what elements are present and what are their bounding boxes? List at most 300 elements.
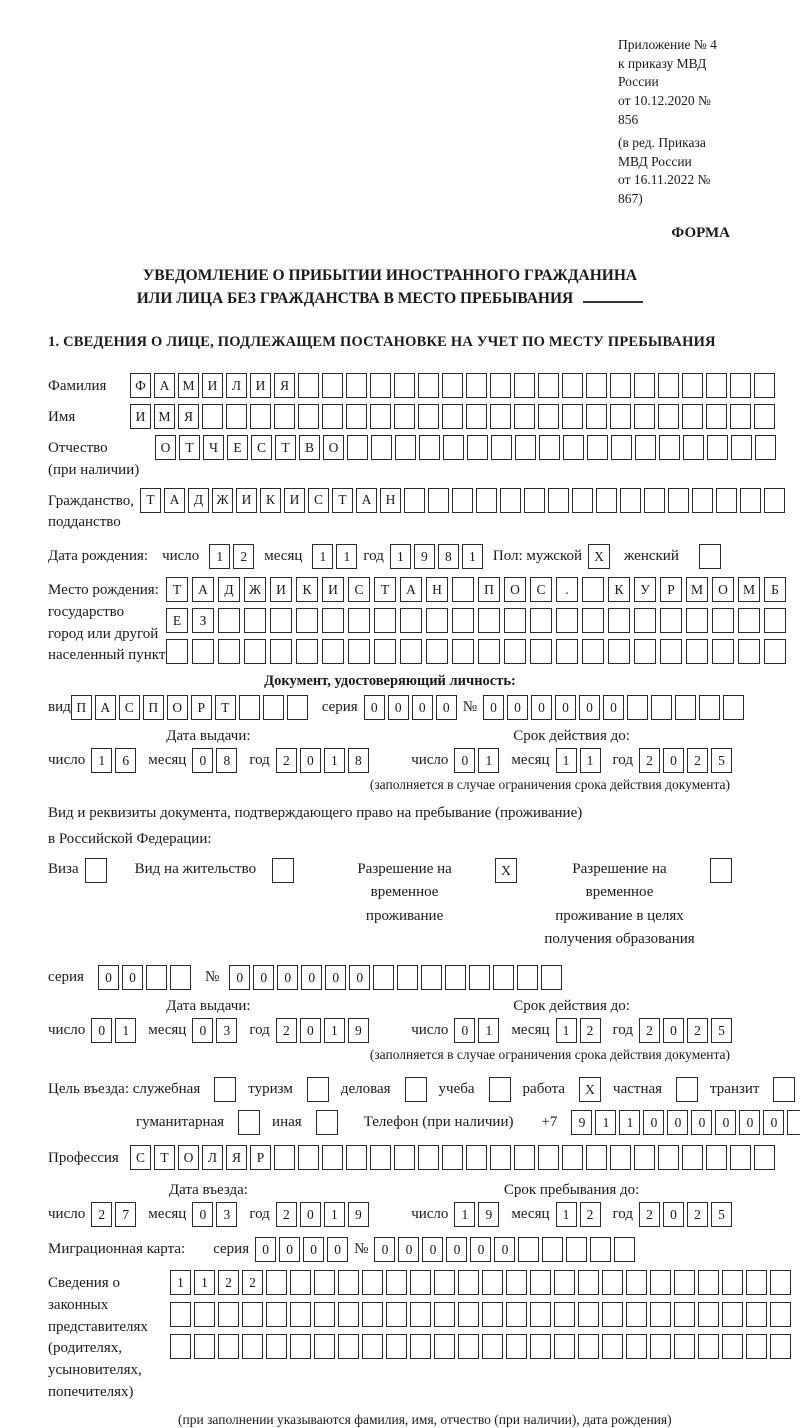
residence-expiry-month: [556, 1018, 601, 1043]
citizenship-label: Гражданство, подданство: [48, 492, 135, 531]
entry-stay-dates: [48, 1182, 732, 1227]
char-box: 9: [414, 544, 435, 569]
char-box: [482, 1302, 503, 1327]
char-box: 0: [253, 965, 274, 990]
char-box: [506, 1334, 527, 1359]
char-box: [370, 404, 391, 429]
identity-doc-row: [48, 695, 732, 720]
char-box: 1: [556, 748, 577, 773]
char-box: [686, 608, 708, 633]
appendix-line: Приложение № 4: [618, 37, 717, 52]
char-box: Н: [426, 577, 448, 602]
char-box: С: [308, 488, 329, 513]
char-box: Ж: [212, 488, 233, 513]
char-box: [716, 488, 737, 513]
char-box: [674, 1270, 695, 1295]
order-line-1: к приказу МВД России: [618, 55, 707, 90]
char-box: Ж: [244, 577, 266, 602]
char-box: [610, 1145, 631, 1170]
char-box: К: [260, 488, 281, 513]
char-box: З: [192, 608, 214, 633]
char-box: [787, 1110, 800, 1135]
char-box: [250, 404, 271, 429]
char-box: С: [119, 695, 140, 720]
char-box: [602, 1302, 623, 1327]
char-box: [418, 404, 439, 429]
char-box: 0: [279, 1237, 300, 1262]
visit-purpose-row: Цель въезда: служебная туризм деловая учеба работа X частная транзит: [48, 1077, 732, 1102]
char-box: [538, 1145, 559, 1170]
char-box: [692, 488, 713, 513]
profession-row: [48, 1145, 732, 1170]
char-box: [442, 1145, 463, 1170]
char-box: [194, 1334, 215, 1359]
char-box: [490, 1145, 511, 1170]
char-box: 0: [192, 1018, 213, 1043]
char-box: [314, 1270, 335, 1295]
char-box: А: [164, 488, 185, 513]
char-box: [614, 1237, 635, 1262]
surname-row: [48, 373, 732, 398]
char-box: [322, 373, 343, 398]
title-blank-underline: [583, 289, 643, 303]
char-box: [419, 435, 440, 460]
char-box: [314, 1302, 335, 1327]
char-box: [202, 404, 223, 429]
char-box: [754, 404, 775, 429]
char-box: [610, 404, 631, 429]
char-box: [490, 404, 511, 429]
char-box: 2: [639, 1202, 660, 1227]
char-box: [374, 608, 396, 633]
visa-checkbox: [85, 858, 107, 883]
representatives-label: Сведения о законных представителях (родителях, усыновителях, попечителях): [48, 1275, 148, 1400]
char-box: [386, 1270, 407, 1295]
char-box: [754, 373, 775, 398]
char-box: 0: [603, 695, 624, 720]
char-box: [566, 1237, 587, 1262]
char-box: [658, 1145, 679, 1170]
char-box: 1: [324, 1202, 345, 1227]
char-box: [746, 1270, 767, 1295]
char-box: С: [251, 435, 272, 460]
char-box: [298, 373, 319, 398]
char-box: [410, 1270, 431, 1295]
char-box: [338, 1334, 359, 1359]
law-reference: [618, 36, 732, 209]
char-box: 9: [348, 1018, 369, 1043]
char-box: [755, 435, 776, 460]
migration-number-boxes: [374, 1237, 635, 1262]
char-box: Л: [202, 1145, 223, 1170]
char-box: 0: [494, 1237, 515, 1262]
char-box: [244, 608, 266, 633]
residence-issue-group: Дата выдачи: число 0 1 месяц 0 3 год 2 0 1 9: [48, 998, 369, 1043]
entry-date-group: Дата въезда: число 2 7 месяц 0 3 год 2 0 1 9: [48, 1182, 369, 1227]
char-box: Т: [275, 435, 296, 460]
char-box: [347, 435, 368, 460]
char-box: [517, 965, 538, 990]
char-box: [242, 1302, 263, 1327]
char-box: О: [712, 577, 734, 602]
char-box: [582, 577, 604, 602]
char-box: [504, 639, 526, 664]
char-box: 1: [170, 1270, 191, 1295]
char-box: О: [504, 577, 526, 602]
char-box: [395, 435, 416, 460]
char-box: [322, 639, 344, 664]
char-box: 1: [556, 1202, 577, 1227]
profession-label: Профессия: [48, 1150, 119, 1167]
entry-month: [192, 1202, 237, 1227]
char-box: [731, 435, 752, 460]
birth-month-boxes: [312, 544, 357, 569]
char-box: [322, 1145, 343, 1170]
char-box: Л: [226, 373, 247, 398]
char-box: [370, 1145, 391, 1170]
char-box: [582, 639, 604, 664]
option-residence-permit: Вид на жительство: [135, 858, 294, 883]
doc-number-label: №: [462, 699, 477, 716]
char-box: 9: [571, 1110, 592, 1135]
char-box: [346, 404, 367, 429]
char-box: [706, 373, 727, 398]
char-box: 0: [663, 1202, 684, 1227]
char-box: [699, 695, 720, 720]
char-box: [418, 1145, 439, 1170]
stay-until-group: Срок пребывания до: число 1 9 месяц 1 2 год 2 0 2 5: [411, 1182, 732, 1227]
char-box: А: [356, 488, 377, 513]
purpose-other-checkbox: [316, 1110, 338, 1135]
char-box: [634, 639, 656, 664]
char-box: [658, 404, 679, 429]
char-box: [346, 373, 367, 398]
char-box: [548, 488, 569, 513]
char-box: [514, 373, 535, 398]
char-box: [274, 404, 295, 429]
char-box: [394, 1145, 415, 1170]
char-box: 9: [348, 1202, 369, 1227]
char-box: [682, 404, 703, 429]
char-box: Е: [166, 608, 188, 633]
char-box: [322, 608, 344, 633]
birthdate-sex-row: [48, 544, 732, 569]
option-visa: Виза: [48, 858, 107, 883]
char-box: [650, 1302, 671, 1327]
option-edu-permit: [537, 858, 732, 951]
char-box: [490, 373, 511, 398]
birthplace-line1: [166, 577, 786, 602]
char-box: [723, 695, 744, 720]
char-box: [518, 1237, 539, 1262]
char-box: [338, 1270, 359, 1295]
char-box: 1: [454, 1202, 475, 1227]
char-box: [651, 695, 672, 720]
residence-series-boxes: [98, 965, 191, 990]
form-caption: ФОРМА: [671, 224, 730, 241]
char-box: [426, 639, 448, 664]
char-box: 0: [388, 695, 409, 720]
identity-issue-day: [91, 748, 136, 773]
edition-line-1: (в ред. Приказа МВД России: [618, 135, 706, 169]
char-box: [712, 608, 734, 633]
char-box: 0: [483, 695, 504, 720]
purpose-business-checkbox: [405, 1077, 427, 1102]
purpose-private-checkbox: [676, 1077, 698, 1102]
char-box: [194, 1302, 215, 1327]
patronymic-boxes: [155, 435, 776, 460]
entry-date-heading: Дата въезда:: [168, 1182, 248, 1199]
residence-issue-heading: Дата выдачи:: [166, 998, 251, 1015]
migration-card-row: Миграционная карта: серия 0 0 0 0 № 0 0 0 0 0 0: [48, 1237, 732, 1262]
char-box: И: [322, 577, 344, 602]
entry-day: [91, 1202, 136, 1227]
char-box: [506, 1270, 527, 1295]
birth-year-boxes: [390, 544, 483, 569]
char-box: 2: [580, 1202, 601, 1227]
sex-female-label: женский: [624, 548, 679, 565]
char-box: 8: [348, 748, 369, 773]
identity-expiry-note: (заполняется в случае ограничения срока действия документа): [369, 777, 730, 793]
char-box: [541, 965, 562, 990]
char-box: [698, 1302, 719, 1327]
char-box: 8: [216, 748, 237, 773]
char-box: 0: [763, 1110, 784, 1135]
char-box: [170, 1302, 191, 1327]
char-box: А: [400, 577, 422, 602]
char-box: [650, 1334, 671, 1359]
char-box: [266, 1302, 287, 1327]
identity-doc-heading: Документ, удостоверяющий личность:: [264, 673, 516, 690]
residence-issue-month: [192, 1018, 237, 1043]
firstname-row: [48, 404, 732, 429]
char-box: [418, 373, 439, 398]
char-box: .: [556, 577, 578, 602]
char-box: [434, 1270, 455, 1295]
char-box: 0: [412, 695, 433, 720]
char-box: [242, 1334, 263, 1359]
doc-kind-label: вид: [48, 699, 71, 716]
char-box: [458, 1302, 479, 1327]
char-box: 0: [301, 965, 322, 990]
char-box: [348, 639, 370, 664]
sex-female-checkbox: [699, 544, 721, 569]
char-box: Р: [191, 695, 212, 720]
char-box: Я: [226, 1145, 247, 1170]
sex-male-label: Пол: мужской: [492, 548, 583, 565]
char-box: [514, 1145, 535, 1170]
char-box: [170, 1334, 191, 1359]
doc-kind-boxes: [71, 695, 308, 720]
char-box: [244, 639, 266, 664]
char-box: 0: [327, 1237, 348, 1262]
char-box: [346, 1145, 367, 1170]
char-box: [504, 608, 526, 633]
char-box: [698, 1270, 719, 1295]
form-title-line1: УВЕДОМЛЕНИЕ О ПРИБЫТИИ ИНОСТРАННОГО ГРАЖДАНИНА: [142, 266, 638, 284]
char-box: [644, 488, 665, 513]
char-box: 2: [242, 1270, 263, 1295]
char-box: 2: [276, 1018, 297, 1043]
birthplace-row: [48, 577, 779, 667]
char-box: [634, 1145, 655, 1170]
char-box: 0: [192, 1202, 213, 1227]
char-box: [608, 608, 630, 633]
residence-expiry-year: [639, 1018, 732, 1043]
char-box: [239, 695, 260, 720]
char-box: [362, 1302, 383, 1327]
char-box: [493, 965, 514, 990]
char-box: 2: [276, 1202, 297, 1227]
edu-permit-checkbox: [710, 858, 732, 883]
char-box: [754, 1145, 775, 1170]
residence-doc-series-row: [48, 965, 732, 990]
char-box: 0: [470, 1237, 491, 1262]
char-box: 1: [324, 1018, 345, 1043]
char-box: [674, 1302, 695, 1327]
char-box: [626, 1270, 647, 1295]
stay-until-day: [454, 1202, 499, 1227]
char-box: [298, 1145, 319, 1170]
birthplace-boxes: [166, 577, 786, 664]
char-box: В: [299, 435, 320, 460]
purpose-study-checkbox: [489, 1077, 511, 1102]
char-box: [443, 435, 464, 460]
char-box: 0: [454, 1018, 475, 1043]
char-box: 1: [556, 1018, 577, 1043]
char-box: [274, 1145, 295, 1170]
firstname-label: Имя: [48, 409, 76, 426]
residence-expiry-day: [454, 1018, 499, 1043]
char-box: [634, 373, 655, 398]
char-box: [226, 404, 247, 429]
char-box: [542, 1237, 563, 1262]
char-box: 0: [349, 965, 370, 990]
char-box: И: [270, 577, 292, 602]
char-box: [428, 488, 449, 513]
char-box: [538, 404, 559, 429]
char-box: [514, 404, 535, 429]
citizenship-row: [48, 488, 732, 535]
identity-issue-heading: Дата выдачи:: [166, 728, 251, 745]
char-box: [314, 1334, 335, 1359]
char-box: [266, 1334, 287, 1359]
char-box: Я: [274, 373, 295, 398]
residence-expiry-group: Срок действия до: число 0 1 месяц 1 2 год 2 0 2 5: [411, 998, 732, 1043]
char-box: [660, 608, 682, 633]
stay-until-month: [556, 1202, 601, 1227]
char-box: Т: [374, 577, 396, 602]
char-box: О: [155, 435, 176, 460]
char-box: [218, 608, 240, 633]
char-box: 5: [711, 1018, 732, 1043]
char-box: [608, 639, 630, 664]
char-box: [442, 404, 463, 429]
char-box: [730, 373, 751, 398]
char-box: [404, 488, 425, 513]
stay-until-heading: Срок пребывания до:: [503, 1182, 640, 1199]
char-box: 0: [422, 1237, 443, 1262]
char-box: У: [634, 577, 656, 602]
char-box: [170, 965, 191, 990]
char-box: А: [154, 373, 175, 398]
section1-heading: 1. СВЕДЕНИЯ О ЛИЦЕ, ПОДЛЕЖАЩЕМ ПОСТАНОВКЕ НА УЧЕТ ПО МЕСТУ ПРЕБЫВАНИЯ: [48, 334, 716, 351]
surname-label: Фамилия: [48, 378, 107, 395]
char-box: 2: [580, 1018, 601, 1043]
char-box: [400, 639, 422, 664]
char-box: 0: [303, 1237, 324, 1262]
identity-expiry-day: [454, 748, 499, 773]
char-box: [270, 608, 292, 633]
char-box: 7: [115, 1202, 136, 1227]
char-box: 0: [739, 1110, 760, 1135]
residence-doc-intro: Вид и реквизиты документа, подтверждающего право на пребывание (проживание) в Российской Федерации:: [48, 805, 583, 847]
char-box: [386, 1302, 407, 1327]
char-box: [476, 488, 497, 513]
char-box: [290, 1302, 311, 1327]
char-box: [682, 373, 703, 398]
char-box: [635, 435, 656, 460]
char-box: [400, 608, 422, 633]
char-box: [146, 965, 167, 990]
char-box: [554, 1270, 575, 1295]
identity-expiry-year: [639, 748, 732, 773]
char-box: [538, 373, 559, 398]
char-box: 2: [687, 1202, 708, 1227]
char-box: [362, 1270, 383, 1295]
char-box: [466, 1145, 487, 1170]
char-box: 0: [446, 1237, 467, 1262]
char-box: [682, 1145, 703, 1170]
migration-card-label: Миграционная карта:: [48, 1241, 186, 1258]
residence-number-label: №: [204, 969, 220, 986]
char-box: 2: [687, 1018, 708, 1043]
char-box: [586, 1145, 607, 1170]
form-title-line2: ИЛИ ЛИЦА БЕЗ ГРАЖДАНСТВА В МЕСТО ПРЕБЫВАНИЯ: [48, 287, 732, 310]
char-box: 1: [194, 1270, 215, 1295]
char-box: [482, 1334, 503, 1359]
char-box: С: [530, 577, 552, 602]
char-box: И: [284, 488, 305, 513]
char-box: 1: [478, 1018, 499, 1043]
char-box: 0: [715, 1110, 736, 1135]
patronymic-row: [48, 435, 732, 482]
char-box: И: [250, 373, 271, 398]
char-box: О: [323, 435, 344, 460]
char-box: [586, 373, 607, 398]
char-box: [596, 488, 617, 513]
purpose-label: Цель въезда: служебная: [48, 1081, 201, 1098]
identity-issue-group: Дата выдачи: число 1 6 месяц 0 8 год 2 0 1 8: [48, 728, 369, 773]
char-box: [674, 1334, 695, 1359]
firstname-boxes: [130, 404, 775, 429]
char-box: [263, 695, 284, 720]
residence-permit-checkbox: [272, 858, 294, 883]
char-box: Р: [660, 577, 682, 602]
representatives-boxes: [170, 1270, 791, 1359]
char-box: [706, 404, 727, 429]
identity-expiry-group: Срок действия до: число 0 1 месяц 1 1 год 2 0 2 5: [411, 728, 732, 773]
char-box: [458, 1270, 479, 1295]
citizenship-boxes: [140, 488, 785, 513]
char-box: И: [202, 373, 223, 398]
char-box: [738, 639, 760, 664]
char-box: О: [167, 695, 188, 720]
char-box: [298, 404, 319, 429]
char-box: [578, 1270, 599, 1295]
char-box: [500, 488, 521, 513]
char-box: [586, 404, 607, 429]
